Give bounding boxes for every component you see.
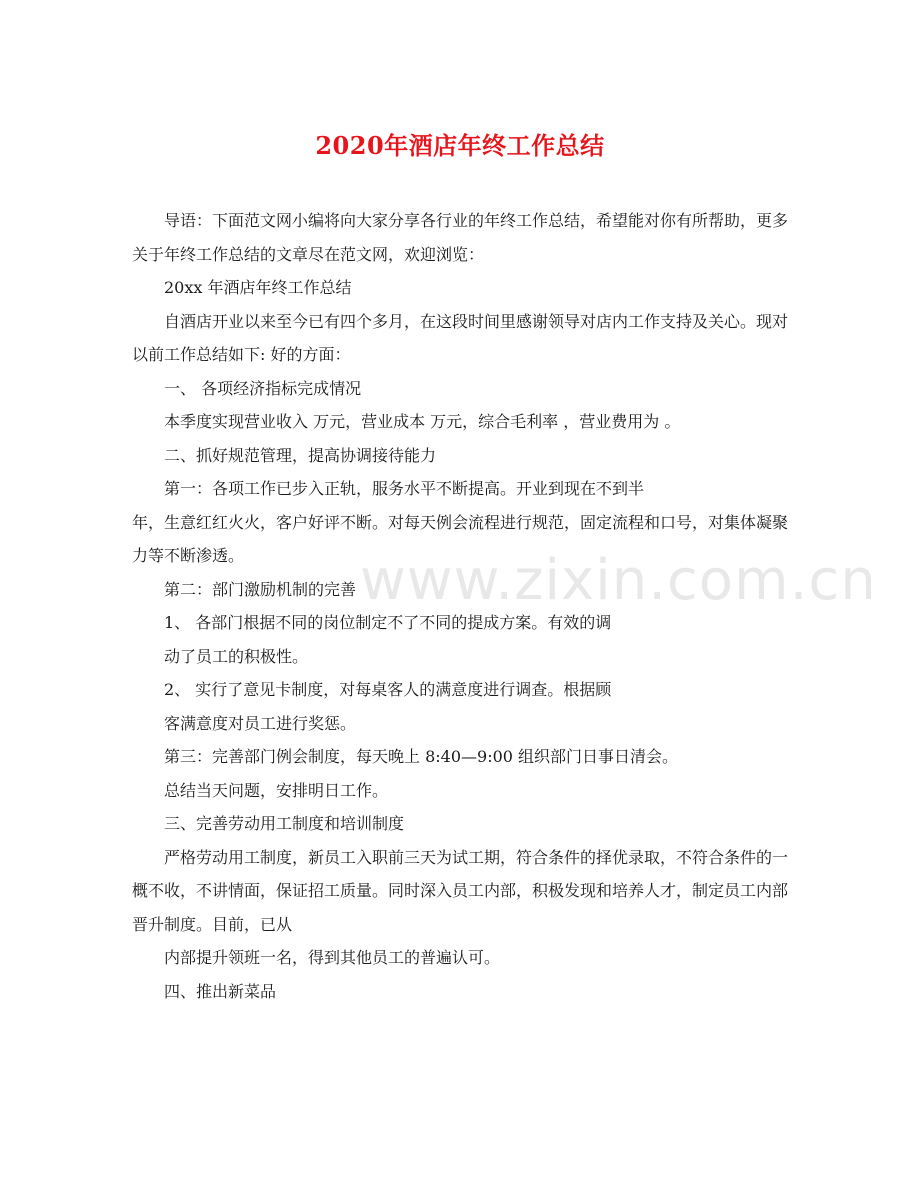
section-heading-1: 一、 各项经济指标完成情况 [164, 378, 362, 398]
section-heading-2: 二、抓好规范管理，提高协调接待能力 [164, 445, 437, 465]
paragraph-first-point: 第一：各项工作已步入正轨，服务水平不断提高。开业到现在不到半 [164, 479, 645, 498]
paragraph-intro: 导语：下面范文网小编将向大家分享各行业的年终工作总结，希望能对你有所帮助，更多关于年终工作总结的文章尽在范文网，欢迎浏览： [132, 211, 789, 264]
list-item-2: 2、 实行了意见卡制度，对每桌客人的满意度进行调查。根据顾 [164, 680, 612, 699]
paragraph-labor-system-cont: 内部提升领班一名，得到其他员工的普遍认可。 [164, 948, 501, 967]
paragraph-economic-indicators: 本季度实现营业收入 万元，营业成本 万元，综合毛利率 ，营业费用为 。 [164, 412, 681, 431]
paragraph-labor-system: 严格劳动用工制度，新员工入职前三天为试工期，符合条件的择优录取，不符合条件的一概不收，不讲情面，保证招工质量。同时深入员工内部，积极发现和培养人才，制定员工内部晋升制度。目前，已从 [132, 847, 789, 934]
list-item-2-cont: 客满意度对员工进行奖惩。 [164, 713, 357, 733]
section-heading-4: 四、推出新菜品 [164, 981, 277, 1001]
document-title: 2020年酒店年终工作总结 [315, 131, 605, 160]
paragraph-subtitle: 20xx 年酒店年终工作总结 [164, 278, 352, 297]
paragraph-second-point: 第二：部门激励机制的完善 [164, 579, 357, 599]
list-item-1-cont: 动了员工的积极性。 [164, 646, 309, 666]
paragraph-third-point-cont: 总结当天问题，安排明日工作。 [164, 780, 389, 800]
paragraph-first-point-cont: 年，生意红红火火，客户好评不断。对每天例会流程进行规范，固定流程和口号，对集体凝聚力等不断渗透。 [132, 512, 789, 565]
paragraph-third-point: 第三：完善部门例会制度，每天晚上 8:40—9:00 组织部门日事日清会。 [164, 747, 679, 766]
list-item-1: 1、 各部门根据不同的岗位制定不了不同的提成方案。有效的调 [164, 613, 612, 632]
paragraph-opening: 自酒店开业以来至今已有四个多月，在这段时间里感谢领导对店内工作支持及关心。现对以前工作总结如下: 好的方面： [132, 311, 789, 364]
section-heading-3: 三、完善劳动用工制度和培训制度 [164, 814, 405, 833]
watermark: www.zixin.com.cn [360, 548, 877, 613]
document-body [132, 204, 792, 1008]
